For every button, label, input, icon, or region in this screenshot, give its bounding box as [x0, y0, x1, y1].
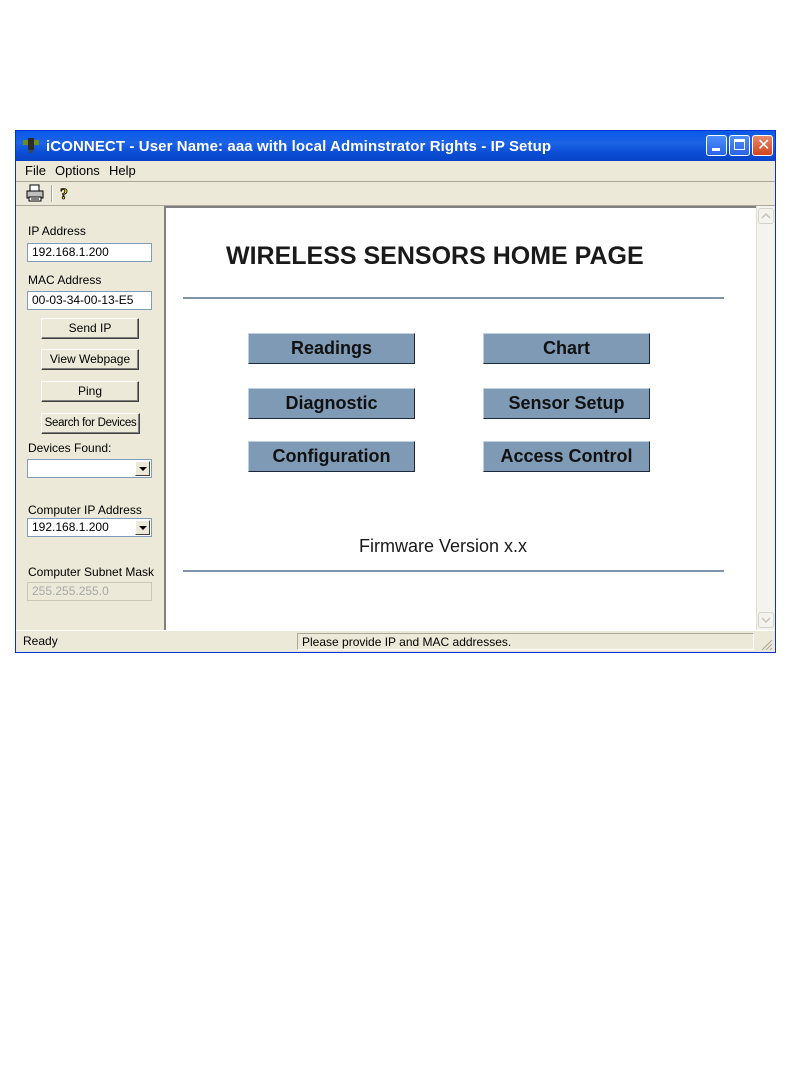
close-button[interactable] — [752, 135, 773, 156]
chevron-down-icon[interactable] — [135, 520, 150, 535]
view-webpage-button[interactable]: View Webpage — [41, 349, 139, 370]
help-pointer-icon[interactable] — [57, 184, 75, 202]
page-title: WIRELESS SENSORS HOME PAGE — [226, 242, 644, 270]
status-bar — [16, 630, 775, 653]
mac-address-label: MAC Address — [28, 273, 102, 287]
computer-ip-value: 192.168.1.200 — [32, 520, 109, 534]
vertical-scrollbar[interactable] — [756, 206, 775, 630]
computer-ip-dropdown[interactable] — [27, 518, 152, 537]
title-bar[interactable] — [16, 131, 775, 161]
menu-help[interactable]: Help — [109, 163, 136, 178]
resize-grip-icon[interactable] — [761, 639, 773, 651]
devices-found-dropdown[interactable] — [27, 459, 152, 478]
svg-text:?: ? — [60, 186, 68, 202]
ip-address-label: IP Address — [28, 224, 86, 238]
subnet-mask-field: 255.255.255.0 — [27, 582, 152, 601]
scroll-up-icon[interactable] — [758, 208, 774, 224]
app-window — [15, 130, 776, 653]
maximize-icon — [734, 139, 745, 150]
divider-bottom — [183, 570, 724, 572]
readings-button[interactable]: Readings — [248, 333, 415, 364]
status-message: Please provide IP and MAC addresses. — [302, 635, 512, 649]
close-icon: ✕ — [757, 135, 771, 154]
computer-ip-label: Computer IP Address — [28, 503, 142, 517]
chart-button[interactable]: Chart — [483, 333, 650, 364]
status-message-pane — [297, 633, 754, 650]
menu-options[interactable]: Options — [55, 163, 100, 178]
configuration-button[interactable]: Configuration — [248, 441, 415, 472]
scroll-down-icon[interactable] — [758, 612, 774, 628]
status-ready: Ready — [23, 634, 58, 648]
window-title: iCONNECT - User Name: aaa with local Adminstrator Rights - IP Setup — [46, 138, 552, 155]
ip-address-field[interactable]: 192.168.1.200 — [27, 243, 152, 262]
access-control-button[interactable]: Access Control — [483, 441, 650, 472]
firmware-version: Firmware Version x.x — [359, 536, 528, 556]
chevron-down-icon[interactable] — [135, 461, 150, 476]
ping-button[interactable]: Ping — [41, 381, 139, 402]
diagnostic-button[interactable]: Diagnostic — [248, 388, 415, 419]
web-content-pane — [164, 206, 775, 630]
devices-found-label: Devices Found: — [28, 441, 112, 455]
ip-setup-panel — [16, 206, 164, 630]
divider-top — [183, 297, 724, 299]
printer-icon[interactable] — [26, 184, 44, 202]
minimize-button[interactable] — [706, 135, 727, 156]
sensor-setup-button[interactable]: Sensor Setup — [483, 388, 650, 419]
menu-bar — [16, 161, 775, 181]
maximize-button[interactable] — [729, 135, 750, 156]
search-devices-button[interactable]: Search for Devices — [41, 413, 140, 434]
send-ip-button[interactable]: Send IP — [41, 318, 139, 339]
subnet-mask-label: Computer Subnet Mask — [28, 565, 155, 579]
minimize-icon — [712, 148, 720, 151]
toolbar-separator — [51, 185, 53, 202]
toolbar — [16, 182, 775, 205]
mac-address-field[interactable]: 00-03-34-00-13-E5 — [27, 291, 152, 310]
menu-file[interactable]: File — [25, 163, 46, 178]
app-icon — [23, 138, 39, 153]
